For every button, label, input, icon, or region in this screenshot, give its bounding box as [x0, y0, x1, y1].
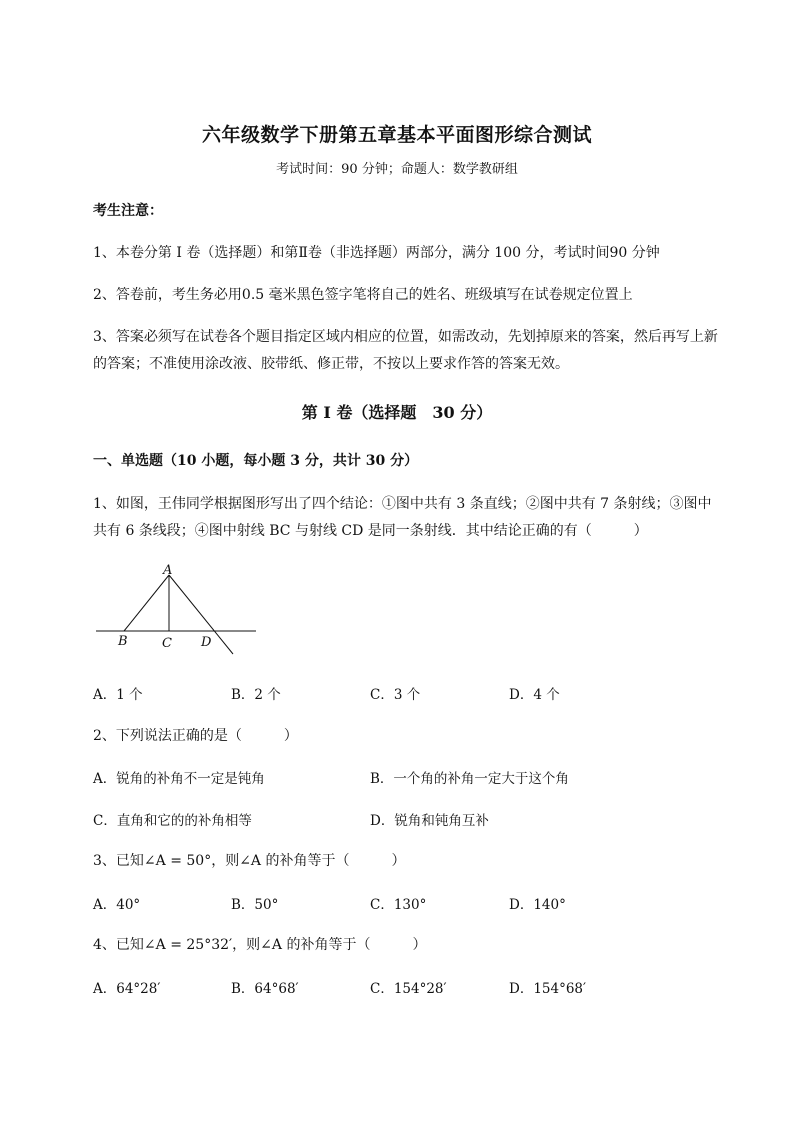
part-heading: 一、单选题（10 小题，每小题 3 分，共计 30 分） — [93, 453, 419, 469]
option-c: C．3 个 — [370, 687, 421, 703]
exam-subtitle: 考试时间：90 分钟；命题人：数学教研组 — [276, 162, 518, 177]
notice-item: 1、本卷分第 I 卷（选择题）和第Ⅱ卷（非选择题）两部分，满分 100 分，考试时间90 分钟 — [93, 245, 660, 261]
notice-heading: 考生注意： — [93, 203, 163, 219]
exam-title: 六年级数学下册第五章基本平面图形综合测试 — [201, 124, 592, 146]
option-a: A．锐角的补角不一定是钝角 — [93, 771, 265, 787]
option-c: C．直角和它的的补角相等 — [93, 813, 252, 829]
option-c: C．130° — [370, 897, 427, 913]
question-1-figure — [96, 562, 258, 658]
option-d: D．154°68′ — [509, 981, 587, 997]
option-d: D．4 个 — [509, 687, 560, 703]
option-b: B．2 个 — [231, 687, 281, 703]
option-b: B．50° — [231, 897, 279, 913]
question-3-stem: 3、已知∠A = 50°，则∠A 的补角等于（ ） — [93, 853, 406, 869]
option-b: B．64°68′ — [231, 981, 299, 997]
figure-label-c: C — [162, 636, 172, 651]
option-c: C．154°28′ — [370, 981, 447, 997]
question-4-stem: 4、已知∠A = 25°32′，则∠A 的补角等于（ ） — [93, 937, 427, 953]
option-b: B．一个角的补角一定大于这个角 — [370, 771, 569, 787]
option-a: A．40° — [93, 897, 141, 913]
question-1-stem: 共有 6 条线段；④图中射线 BC 与射线 CD 是同一条射线．其中结论正确的有（ ） — [93, 523, 648, 539]
figure-label-d: D — [201, 635, 212, 650]
option-d: D．140° — [509, 897, 566, 913]
option-d: D．锐角和钝角互补 — [370, 813, 489, 829]
notice-item: 的答案；不准使用涂改液、胶带纸、修正带，不按以上要求作答的答案无效。 — [93, 356, 569, 372]
figure-label-b: B — [118, 634, 128, 649]
notice-item: 3、答案必须写在试卷各个题目指定区域内相应的位置，如需改动，先划掉原来的答案，然后再写上新 — [93, 329, 718, 345]
question-1-stem: 1、如图，王伟同学根据图形写出了四个结论：①图中共有 3 条直线；②图中共有 7 条射线；③图中 — [93, 496, 712, 512]
section-title: 第 I 卷（选择题 30 分） — [301, 403, 493, 422]
option-a: A．64°28′ — [93, 981, 161, 997]
figure-label-a: A — [163, 563, 173, 578]
notice-item: 2、答卷前，考生务必用0.5 毫米黑色签字笔将自己的姓名、班级填写在试卷规定位置上 — [93, 287, 633, 303]
figure-segment-ab — [124, 575, 169, 631]
question-2-stem: 2、下列说法正确的是（ ） — [93, 728, 298, 744]
option-a: A．1 个 — [93, 687, 143, 703]
